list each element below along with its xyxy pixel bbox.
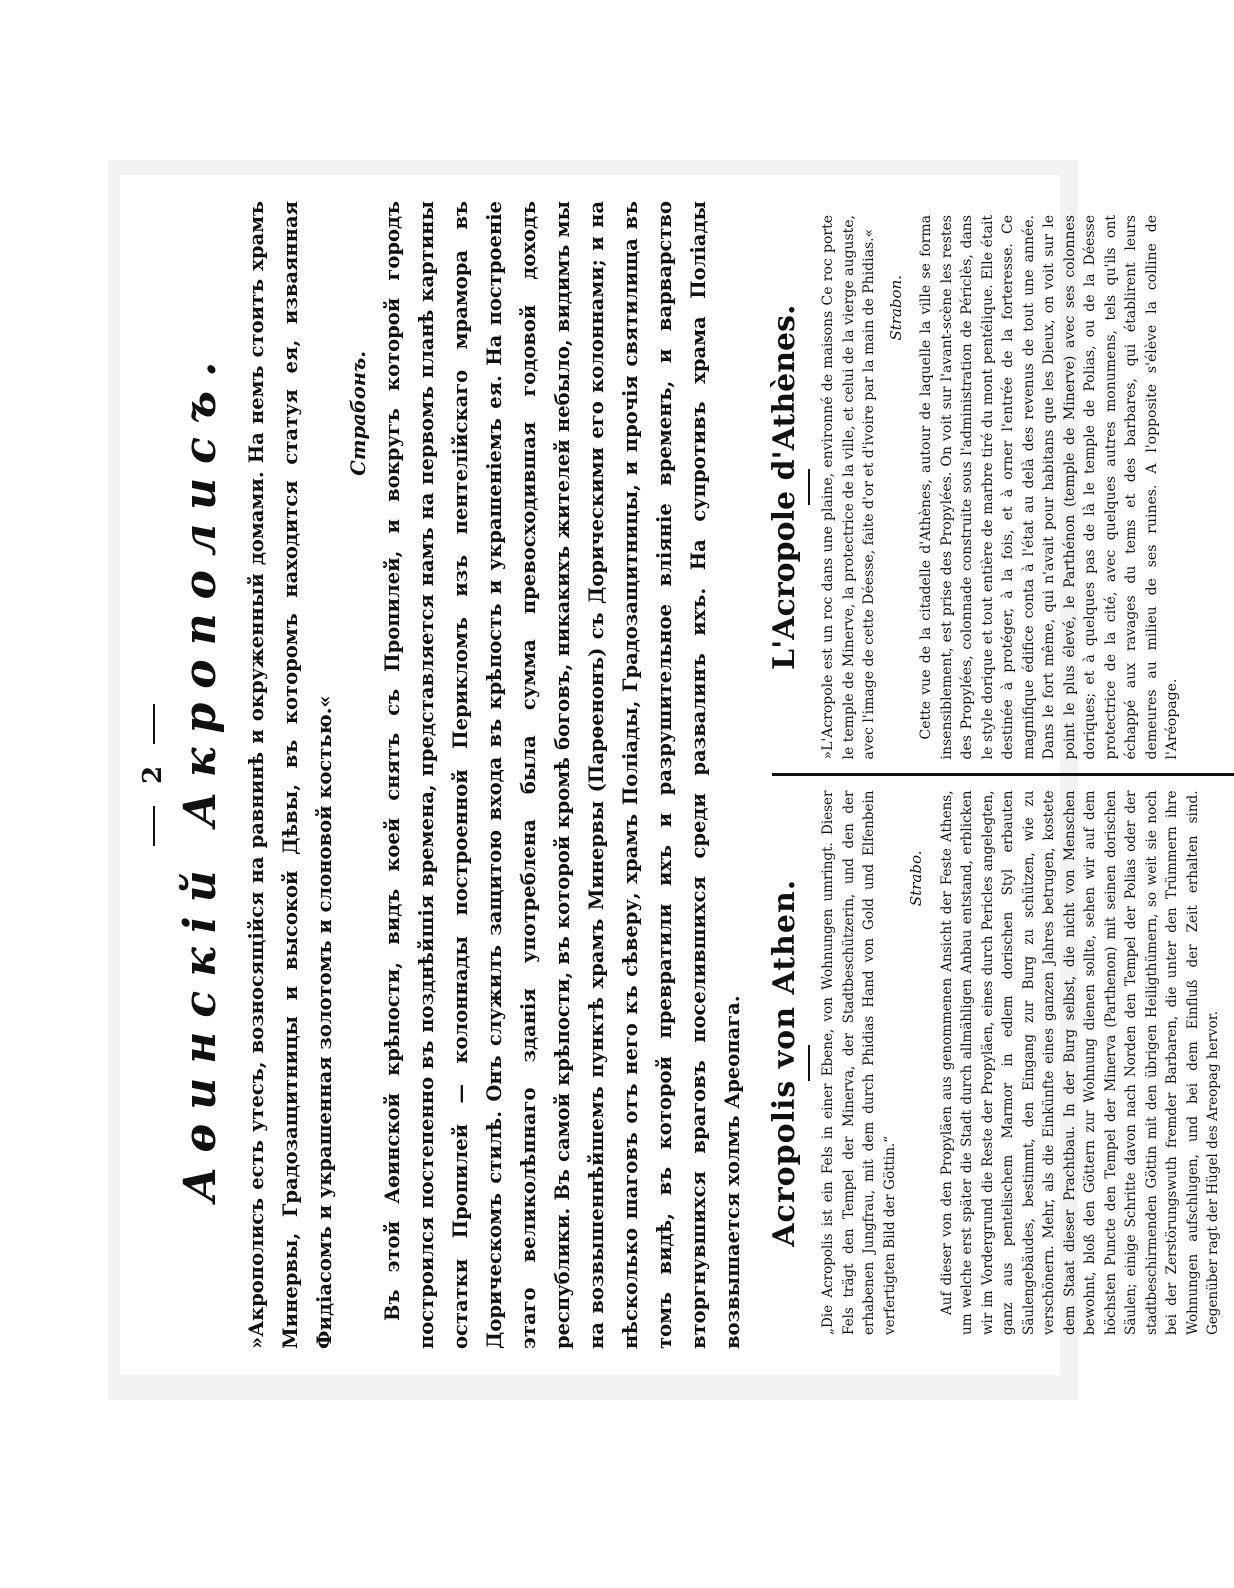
french-text — [818, 215, 1183, 760]
french-quote: »L'Acropole est un roc dans une plaine, environné de maisons Ce roc porte le temple de Minerve, la protectrice de la ville, et celui de la vierge auguste, avec l'image de cette Déesse, faite d'or et d'ivoire par la main de Phidias.« — [820, 215, 877, 760]
russian-quote: »Акрополисъ есть утесъ, возносящійся на равнинѣ и окруженный домами. На немъ стоитъ храмъ Минервы, Градозащитницы и высокой Дѣвы, въ которомъ находится статуя ея, изваянная Фидіасомъ и украшенная золотомъ и слоновой костью.« — [245, 201, 336, 1349]
russian-quote-source: Страбонъ. — [347, 351, 370, 476]
page-number-dash-left — [153, 806, 155, 846]
french-body: Cette vue de la citadelle d'Athènes, autour de laquelle la ville se forma insensiblement, est prise des Propylées. On voit sur l'avant-scène les restes des Propylées, colonnade construite sous l'administration de Périclès, dans le style dorique et tout entière de marbre tiré du mont pentélique. Elle était destinée à protéger, à la fois, et à orner l'entrée de la forteresse. Ce magnifique édifice conta à l'état au delà des revenus de tout une année. Dans le fort même, qui n'avait pour habitans que les Dieux, on voit sur le point le plus élevé, le Parthénon (temple de Minerve) avec ses colonnes doriques; et à quelques pas de là le temple de Polias, ou de la Déesse protectrice de la cité, avec quelques autres monumens, tels qu'ils ont échappé aux ravages du tems et des barbares, qui établirent leurs demeures au milieu de ses ruines. A l'opposite s'élève la colline de l'Aréopage. — [918, 215, 1180, 760]
german-quote: „Die Acropolis ist ein Fels in einer Ebene, von Wohnungen umringt. Dieser Fels trägt den Tempel der Minerva, der Stadtbeschützerin, und den der erhabenen Jungfrau, mit dem durch Phidias Hand von Gold und Elfenbein verfertigten Bild der Göttin.“ — [820, 790, 898, 1335]
german-body: Auf dieser von den Propyläen aus genommenen Ansicht der Feste Athens, um welche erst später die Stadt durch allmähligen Anbau entstand, erblicken wir im Vordergrund die Reste der Propyläen, eines durch Pericles angelegten, ganz aus pentelischem Marmor in edlem dorischen Styl erbauten Säulengebäudes, bestimmt, den Eingang zur Burg zu schützen, wie zu verschönern. Mehr, als die Einkünfte eines ganzen Jahres betrugen, kostete dem Staat dieser Prachtbau. In der Burg selbst, die nicht von Menschen bewohnt, bloß den Göttern zur Wohnung dienen sollte, sehen wir auf dem höchsten Puncte den Tempel der Minerva (Parthenon) mit seinen dorischen Säulen; einige Schritte davon nach Norden den Tempel der Polias oder der stadtbeschirmenden Göttin mit den übrigen Heiligthümern, so weit sie noch bei der Zerstörungswuth fremder Barbaren, die unter den Trümmern ihre Wohnungen aufschlugen, und bei dem Einfluß der Zeit erhalten sind. Gegenüber ragt der Hügel des Areopag hervor. — [938, 790, 1221, 1335]
french-title-rule — [808, 469, 810, 505]
german-title-rule — [808, 1045, 810, 1081]
russian-body: Въ этой Аѳинской крѣпости, видъ коей снятъ съ Пропилей, и вокругъ которой городъ построился постепенно въ позднѣйшія времена, представляется намъ на первомъ планѣ картины остатки Пропилей — колоннады построенной Перикломъ изъ пентелійскаго мрамора въ Дорическомъ стилѣ. Онъ служилъ защитою входа въ крѣпость и украшеніемъ ея. На построеніе этаго великолѣпнаго зданія употреблена была сумма превосходившая годовой доходъ республики. Въ самой крѣпости, въ которой кромѣ боговъ, никакихъ жителей небыло, видимъ мы на возвышеннѣйшемъ пунктѣ храмъ Минервы (Парѳенонъ) съ Дорическими его колоннами; и на нѣсколько шаговъ отъ него къ сѣверу, храмъ Поліады, Градозащитницы, и прочія святилища въ томъ видѣ, въ которой превратили ихъ и разрушительное вліяніе временъ, и варварство вторгнувшихся враговъ поселившихся среди развалинъ ихъ. На супротивъ храма Поліады возвышается холмъ Ареопага. — [381, 201, 744, 1349]
page-number-dash-right — [153, 704, 155, 744]
two-column-section — [764, 201, 1234, 1349]
french-quote-source: Strabon. — [886, 275, 905, 341]
russian-title: Аѳинскій Акрополисъ. — [175, 347, 226, 1203]
french-column — [764, 201, 1234, 774]
german-text — [818, 791, 1224, 1336]
russian-section — [240, 201, 750, 1349]
column-divider — [772, 774, 1234, 777]
german-column — [764, 777, 1234, 1350]
french-title: L'Acropole d'Athènes. — [767, 304, 802, 670]
page-number — [138, 201, 168, 1349]
german-quote-source: Strabo. — [907, 850, 925, 907]
german-title: Acropolis von Athen. — [767, 878, 802, 1247]
rotated-page — [120, 175, 1221, 1375]
page-number-value: 2 — [138, 765, 168, 785]
